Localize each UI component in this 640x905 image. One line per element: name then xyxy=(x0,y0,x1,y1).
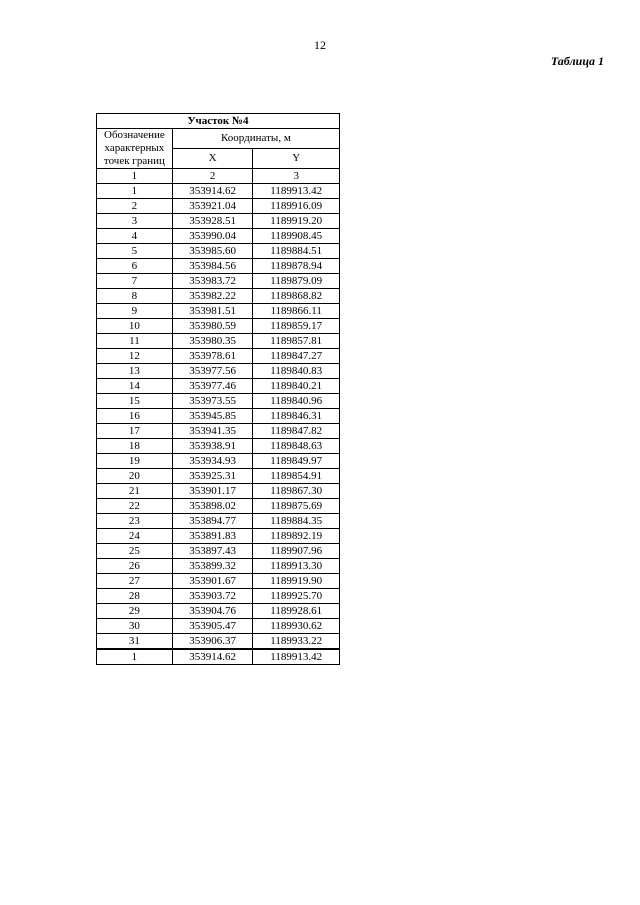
x-coordinate-cell: 353914.62 xyxy=(172,184,253,199)
x-coordinate-cell: 353906.37 xyxy=(172,634,253,650)
y-coordinate-cell: 1189857.81 xyxy=(253,334,340,349)
table-row xyxy=(97,394,340,409)
x-coordinate-cell: 353899.32 xyxy=(172,559,253,574)
y-coordinate-cell: 1189908.45 xyxy=(253,229,340,244)
point-number-cell: 2 xyxy=(97,199,173,214)
table-row xyxy=(97,559,340,574)
point-number-cell: 7 xyxy=(97,274,173,289)
table-row xyxy=(97,259,340,274)
table-row xyxy=(97,304,340,319)
table-title-row xyxy=(97,114,340,129)
point-number-cell: 31 xyxy=(97,634,173,650)
x-coordinate-cell: 353981.51 xyxy=(172,304,253,319)
x-coordinate-cell: 353983.72 xyxy=(172,274,253,289)
point-number-cell: 17 xyxy=(97,424,173,439)
point-number-cell: 18 xyxy=(97,439,173,454)
point-number-cell: 8 xyxy=(97,289,173,304)
column-index: 2 xyxy=(172,169,253,184)
point-number-cell: 14 xyxy=(97,379,173,394)
x-coordinate-cell: 353934.93 xyxy=(172,454,253,469)
x-coordinate-cell: 353990.04 xyxy=(172,229,253,244)
point-number-cell: 12 xyxy=(97,349,173,364)
table-row xyxy=(97,379,340,394)
table-row xyxy=(97,319,340,334)
y-coordinate-cell: 1189859.17 xyxy=(253,319,340,334)
y-coordinate-cell: 1189847.27 xyxy=(253,349,340,364)
table-row xyxy=(97,544,340,559)
x-coordinate-cell: 353977.46 xyxy=(172,379,253,394)
x-coordinate-cell: 353938.91 xyxy=(172,439,253,454)
point-number-cell: 1 xyxy=(97,649,173,665)
point-number-cell: 25 xyxy=(97,544,173,559)
point-number-cell: 4 xyxy=(97,229,173,244)
table-row xyxy=(97,604,340,619)
table-row xyxy=(97,334,340,349)
point-number-cell: 9 xyxy=(97,304,173,319)
y-coordinate-cell: 1189868.82 xyxy=(253,289,340,304)
x-coordinate-cell: 353897.43 xyxy=(172,544,253,559)
x-coordinate-cell: 353982.22 xyxy=(172,289,253,304)
y-coordinate-cell: 1189930.62 xyxy=(253,619,340,634)
table-row xyxy=(97,229,340,244)
x-coordinate-cell: 353977.56 xyxy=(172,364,253,379)
x-coordinate-cell: 353973.55 xyxy=(172,394,253,409)
point-number-cell: 21 xyxy=(97,484,173,499)
table-row xyxy=(97,199,340,214)
y-coordinate-cell: 1189913.30 xyxy=(253,559,340,574)
y-coordinate-cell: 1189913.42 xyxy=(253,184,340,199)
y-coordinate-cell: 1189878.94 xyxy=(253,259,340,274)
closing-row xyxy=(97,649,340,665)
point-number-cell: 13 xyxy=(97,364,173,379)
point-number-cell: 5 xyxy=(97,244,173,259)
table-row xyxy=(97,454,340,469)
point-number-cell: 11 xyxy=(97,334,173,349)
table-row xyxy=(97,469,340,484)
x-coordinate-cell: 353901.67 xyxy=(172,574,253,589)
plot-title: Участок №4 xyxy=(97,114,340,129)
coordinates-table xyxy=(96,113,340,665)
y-coordinate-cell: 1189916.09 xyxy=(253,199,340,214)
y-coordinate-cell: 1189866.11 xyxy=(253,304,340,319)
point-number-cell: 23 xyxy=(97,514,173,529)
y-coordinate-cell: 1189884.51 xyxy=(253,244,340,259)
y-coordinate-cell: 1189928.61 xyxy=(253,604,340,619)
x-coordinate-cell: 353945.85 xyxy=(172,409,253,424)
table-row xyxy=(97,364,340,379)
y-coordinate-cell: 1189840.83 xyxy=(253,364,340,379)
table-row xyxy=(97,514,340,529)
table-row xyxy=(97,409,340,424)
table-caption: Таблица 1 xyxy=(550,54,604,68)
coordinates-header: Координаты, м xyxy=(172,129,339,149)
y-coordinate-cell: 1189840.21 xyxy=(253,379,340,394)
table-row xyxy=(97,439,340,454)
table-row xyxy=(97,349,340,364)
y-coordinate-cell: 1189875.69 xyxy=(253,499,340,514)
point-number-cell: 15 xyxy=(97,394,173,409)
point-number-cell: 28 xyxy=(97,589,173,604)
x-coordinate-cell: 353905.47 xyxy=(172,619,253,634)
x-coordinate-cell: 353904.76 xyxy=(172,604,253,619)
y-coordinate-cell: 1189854.91 xyxy=(253,469,340,484)
x-coordinate-cell: 353914.62 xyxy=(172,649,253,665)
x-coordinate-cell: 353891.83 xyxy=(172,529,253,544)
column-index-row xyxy=(97,169,340,184)
x-coordinate-cell: 353984.56 xyxy=(172,259,253,274)
point-number-cell: 19 xyxy=(97,454,173,469)
y-coordinate-cell: 1189919.20 xyxy=(253,214,340,229)
x-coordinate-cell: 353925.31 xyxy=(172,469,253,484)
table-row xyxy=(97,289,340,304)
point-number-cell: 24 xyxy=(97,529,173,544)
y-coordinate-cell: 1189907.96 xyxy=(253,544,340,559)
table-row xyxy=(97,574,340,589)
point-number-cell: 6 xyxy=(97,259,173,274)
header-row xyxy=(97,129,340,149)
table-row xyxy=(97,274,340,289)
x-coordinate-cell: 353898.02 xyxy=(172,499,253,514)
y-coordinate-cell: 1189933.22 xyxy=(253,634,340,650)
x-coordinate-cell: 353928.51 xyxy=(172,214,253,229)
y-coordinate-cell: 1189884.35 xyxy=(253,514,340,529)
point-number-cell: 26 xyxy=(97,559,173,574)
y-coordinate-cell: 1189925.70 xyxy=(253,589,340,604)
point-number-cell: 3 xyxy=(97,214,173,229)
x-coordinate-cell: 353901.17 xyxy=(172,484,253,499)
y-coordinate-cell: 1189848.63 xyxy=(253,439,340,454)
y-coordinate-cell: 1189849.97 xyxy=(253,454,340,469)
table-row xyxy=(97,244,340,259)
column-index: 3 xyxy=(253,169,340,184)
x-coordinate-cell: 353941.35 xyxy=(172,424,253,439)
point-number-cell: 16 xyxy=(97,409,173,424)
y-coordinate-cell: 1189846.31 xyxy=(253,409,340,424)
y-coordinate-cell: 1189913.42 xyxy=(253,649,340,665)
x-coordinate-cell: 353980.59 xyxy=(172,319,253,334)
table-row xyxy=(97,214,340,229)
y-coordinate-cell: 1189879.09 xyxy=(253,274,340,289)
y-header: Y xyxy=(253,149,340,169)
point-number-cell: 10 xyxy=(97,319,173,334)
column-index: 1 xyxy=(97,169,173,184)
table-row xyxy=(97,634,340,650)
table-row xyxy=(97,484,340,499)
x-coordinate-cell: 353921.04 xyxy=(172,199,253,214)
table-row xyxy=(97,619,340,634)
y-coordinate-cell: 1189919.90 xyxy=(253,574,340,589)
table-row xyxy=(97,529,340,544)
point-number-cell: 27 xyxy=(97,574,173,589)
x-coordinate-cell: 353985.60 xyxy=(172,244,253,259)
table-row xyxy=(97,424,340,439)
table-row xyxy=(97,184,340,199)
x-header: X xyxy=(172,149,253,169)
table-row xyxy=(97,499,340,514)
y-coordinate-cell: 1189847.82 xyxy=(253,424,340,439)
y-coordinate-cell: 1189892.19 xyxy=(253,529,340,544)
x-coordinate-cell: 353980.35 xyxy=(172,334,253,349)
point-number-cell: 20 xyxy=(97,469,173,484)
point-number-cell: 30 xyxy=(97,619,173,634)
point-number-cell: 22 xyxy=(97,499,173,514)
table-row xyxy=(97,589,340,604)
x-coordinate-cell: 353978.61 xyxy=(172,349,253,364)
point-number-cell: 1 xyxy=(97,184,173,199)
x-coordinate-cell: 353903.72 xyxy=(172,589,253,604)
point-number-cell: 29 xyxy=(97,604,173,619)
y-coordinate-cell: 1189867.30 xyxy=(253,484,340,499)
page-number: 12 xyxy=(314,38,326,52)
x-coordinate-cell: 353894.77 xyxy=(172,514,253,529)
point-designation-header: Обозначение характерных точек границ xyxy=(97,129,173,169)
y-coordinate-cell: 1189840.96 xyxy=(253,394,340,409)
